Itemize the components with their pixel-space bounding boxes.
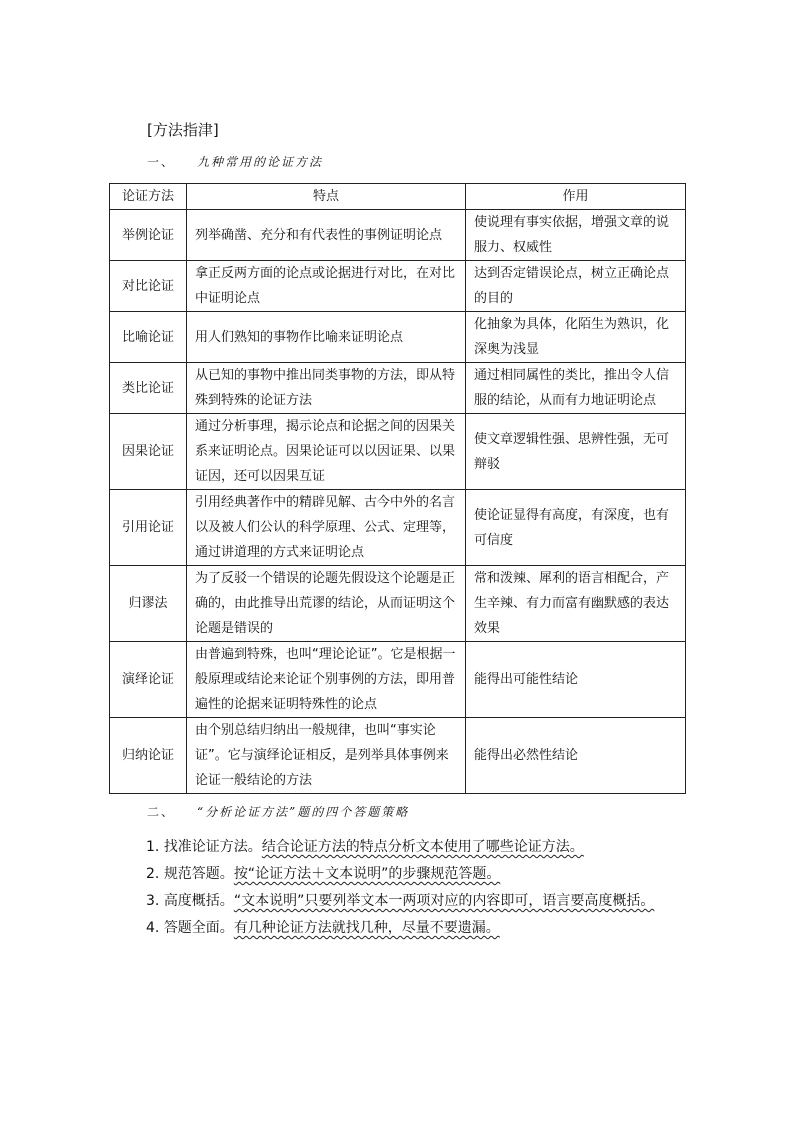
item-lead: 高度概括。 (163, 893, 234, 909)
section-number: 一、 (147, 155, 176, 169)
item-number: 2. (146, 866, 160, 882)
feature-cell: 由个别总结归纳出一般规律，也叫“事实论证”。它与演绎论证相反，是列举具体事例来论证一般结论的方法 (187, 718, 466, 794)
argument-methods-table (109, 183, 686, 794)
feature-cell: 从已知的事物中推出同类事物的方法，即从特殊到特殊的论证方法 (187, 363, 466, 414)
list-item (116, 861, 686, 888)
item-lead: 规范答题。 (163, 866, 234, 882)
feature-cell: 拿正反两方面的论点或论据进行对比，在对比中证明论点 (187, 261, 466, 312)
item-body: 有几种论证方法就找几种，尽量不要遗漏。 (233, 920, 500, 936)
answer-strategies-list (116, 834, 686, 942)
item-body: 结合论证方法的特点分析文本使用了哪些论证方法。 (261, 839, 584, 855)
effect-cell: 化抽象为具体，化陌生为熟识，化深奥为浅显 (466, 312, 686, 363)
feature-cell: 为了反驳一个错误的论题先假设这个论题是正确的，由此推导出荒谬的结论，从而证明这个论题是错误的 (187, 566, 466, 642)
section-number: 二、 (147, 805, 176, 819)
list-item (116, 834, 686, 861)
table-row (110, 566, 686, 642)
effect-cell: 常和泼辣、犀利的语言相配合，产生辛辣、有力而富有幽默感的表达效果 (466, 566, 686, 642)
section-heading-2 (147, 803, 409, 820)
effect-cell: 达到否定错误论点，树立正确论点的目的 (466, 261, 686, 312)
method-cell: 引用论证 (110, 490, 187, 566)
list-item (116, 888, 686, 915)
section-title: “分析论证方法”题的四个答题策略 (197, 805, 410, 819)
feature-cell: 引用经典著作中的精辟见解、古今中外的名言以及被人们公认的科学原理、公式、定理等，通过讲道理的方式来证明论点 (187, 490, 466, 566)
effect-cell: 使说理有事实依据，增强文章的说服力、权威性 (466, 210, 686, 261)
guide-label: [方法指津] (147, 121, 219, 139)
method-cell: 归纳论证 (110, 718, 187, 794)
effect-cell: 能得出必然性结论 (466, 718, 686, 794)
effect-cell: 使文章逻辑性强、思辨性强，无可辩驳 (466, 414, 686, 490)
item-body: “文本说明”只要列举文本一两项对应的内容即可，语言要高度概括。 (233, 893, 655, 909)
table-header-row (110, 184, 686, 210)
method-cell: 演绎论证 (110, 642, 187, 718)
table-row (110, 642, 686, 718)
table-row (110, 490, 686, 566)
item-body: 按“论证方法＋文本说明”的步骤规范答题。 (233, 866, 501, 882)
column-header-method: 论证方法 (110, 184, 187, 210)
table-row (110, 261, 686, 312)
column-header-feature: 特点 (187, 184, 466, 210)
feature-cell: 列举确凿、充分和有代表性的事例证明论点 (187, 210, 466, 261)
item-number: 1. (146, 839, 160, 855)
item-lead: 找准论证方法。 (163, 839, 262, 855)
table-row (110, 210, 686, 261)
table-row (110, 363, 686, 414)
list-item (116, 915, 686, 942)
method-cell: 归谬法 (110, 566, 187, 642)
column-header-effect: 作用 (466, 184, 686, 210)
item-number: 3. (146, 893, 160, 909)
effect-cell: 通过相同属性的类比，推出令人信服的结论，从而有力地证明论点 (466, 363, 686, 414)
method-cell: 类比论证 (110, 363, 187, 414)
table-row (110, 718, 686, 794)
method-cell: 举例论证 (110, 210, 187, 261)
effect-cell: 使论证显得有高度，有深度，也有可信度 (466, 490, 686, 566)
section-heading-1 (147, 153, 323, 170)
feature-cell: 通过分析事理，揭示论点和论据之间的因果关系来证明论点。因果论证可以以因证果、以果证因，还可以因果互证 (187, 414, 466, 490)
item-lead: 答题全面。 (163, 920, 234, 936)
method-cell: 因果论证 (110, 414, 187, 490)
table-row (110, 414, 686, 490)
feature-cell: 用人们熟知的事物作比喻来证明论点 (187, 312, 466, 363)
method-cell: 对比论证 (110, 261, 187, 312)
table-row (110, 312, 686, 363)
section-title: 九种常用的论证方法 (197, 155, 324, 169)
feature-cell: 由普遍到特殊，也叫“理论论证”。它是根据一般原理或结论来论证个别事例的方法，即用普遍性的论据来证明特殊性的论点 (187, 642, 466, 718)
method-cell: 比喻论证 (110, 312, 187, 363)
effect-cell: 能得出可能性结论 (466, 642, 686, 718)
item-number: 4. (146, 920, 160, 936)
